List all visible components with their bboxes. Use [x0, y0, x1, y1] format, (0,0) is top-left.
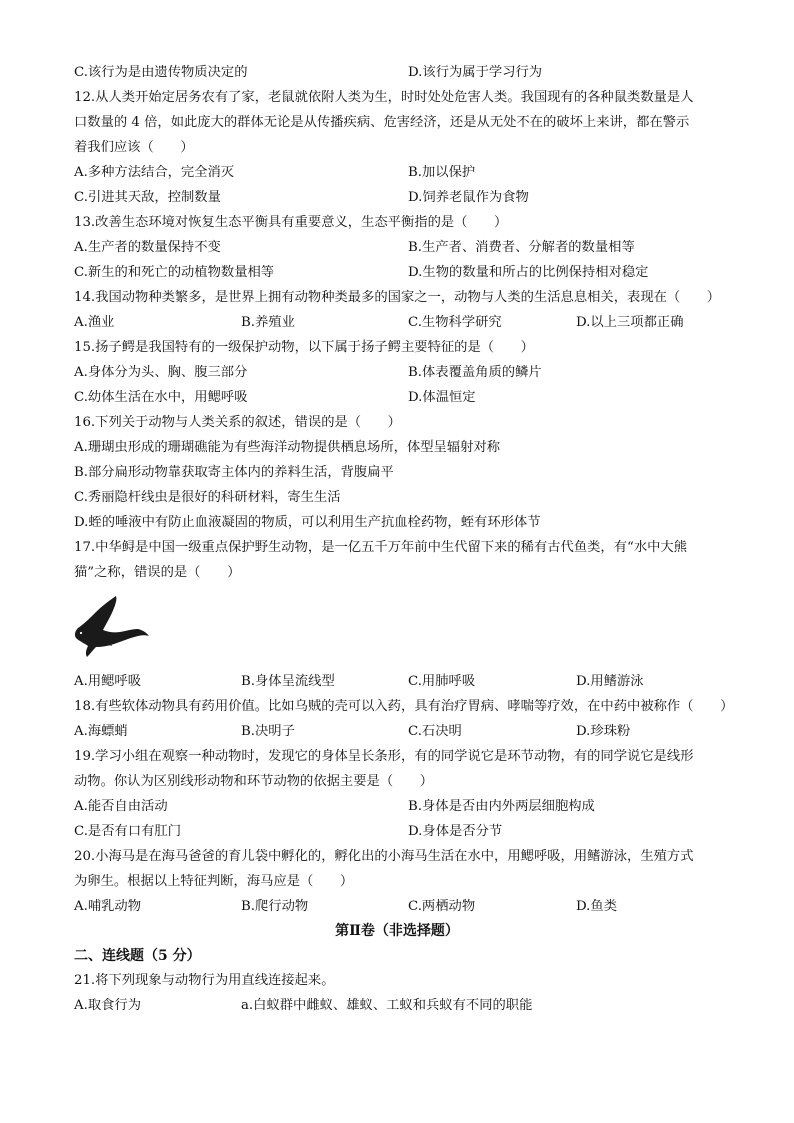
fish-body: [75, 596, 149, 657]
sturgeon-silhouette-icon: [72, 594, 150, 658]
q19-option-b: B.身体是否由内外两层细胞构成: [408, 799, 595, 814]
q21-stem-line1: 21.将下列现象与动物行为用直线连接起来。: [74, 973, 335, 988]
q13-option-c: C.新生的和死亡的动植物数量相等: [74, 265, 275, 280]
q16-stem-line1: 16.下列关于动物与人类关系的叙述，错误的是（ ）: [74, 415, 401, 430]
q16-option-d: D.蛭的唾液中有防止血液凝固的物质，可以利用生产抗血栓药物，蛭有环形体节: [74, 515, 541, 530]
q13-option-d: D.生物的数量和所占的比例保持相对稳定: [408, 265, 649, 280]
fish-eye: [80, 632, 82, 634]
q20-option-c: C.两栖动物: [408, 899, 476, 914]
q19-option-d: D.身体是否分节: [408, 824, 503, 839]
q18-option-b: B.决明子: [241, 724, 295, 739]
q17-stem-line2: 猫”之称，错误的是（ ）: [74, 565, 241, 580]
q15-option-d: D.体温恒定: [408, 390, 476, 405]
q14-option-c: C.生物科学研究: [408, 315, 502, 330]
q14-stem-line1: 14.我国动物种类繁多，是世界上拥有动物种类最多的国家之一，动物与人类的生活息息相关，表现在（ ）: [74, 290, 721, 305]
q12-stem-line1: 12.从人类开始定居务农有了家，老鼠就依附人类为生，时时处处危害人类。我国现有的各种鼠类数量是人: [74, 90, 694, 105]
q12-stem-line3: 着我们应该（ ）: [74, 140, 194, 155]
q21-right-item-a: a.白蚁群中雌蚁、雄蚁、工蚁和兵蚁有不同的职能: [241, 998, 533, 1013]
q12-option-b: B.加以保护: [408, 165, 476, 180]
q18-option-d: D.珍珠粉: [576, 724, 631, 739]
q11-option-d: D.该行为属于学习行为: [408, 65, 543, 80]
q18-stem-line1: 18.有些软体动物具有药用价值。比如乌贼的壳可以入药，具有治疗胃病、哮喘等疗效，在中药中被称作（ ）: [74, 699, 734, 714]
q17-stem-line1: 17.中华鲟是中国一级重点保护野生动物，是一亿五千万年前中生代留下来的稀有古代鱼类，有“水中大熊: [74, 540, 688, 555]
part2-title: 第Ⅱ卷（非选择题）: [335, 923, 459, 939]
q14-option-b: B.养殖业: [241, 315, 295, 330]
q13-stem-line1: 13.改善生态环境对恢复生态平衡具有重要意义，生态平衡指的是（ ）: [74, 215, 508, 230]
q15-option-c: C.幼体生活在水中，用鳃呼吸: [74, 390, 248, 405]
q12-option-c: C.引进其天敌，控制数量: [74, 190, 221, 205]
q16-option-a: A.珊瑚虫形成的珊瑚礁能为有些海洋动物提供栖息场所，体型呈辐射对称: [74, 440, 501, 455]
q16-option-c: C.秀丽隐杆线虫是很好的科研材料，寄生生活: [74, 490, 341, 505]
q19-stem-line1: 19.学习小组在观察一种动物时，发现它的身体呈长条形，有的同学说它是环节动物，有的同学说它是线形: [74, 749, 694, 764]
q13-option-a: A.生产者的数量保持不变: [74, 240, 221, 255]
q15-stem-line1: 15.扬子鳄是我国特有的一级保护动物，以下属于扬子鳄主要特征的是（ ）: [74, 340, 534, 355]
q17-option-b: B.身体呈流线型: [241, 674, 335, 689]
q11-option-c: C.该行为是由遗传物质决定的: [74, 65, 248, 80]
q12-stem-line2: 口数量的 4 倍，如此庞大的群体无论是从传播疾病、危害经济，还是从无处不在的破坏上来讲，都在警示: [74, 115, 690, 130]
q15-option-a: A.身体分为头、胸、腹三部分: [74, 365, 248, 380]
q20-option-b: B.爬行动物: [241, 899, 309, 914]
q16-option-b: B.部分扁形动物靠获取寄主体内的养料生活，背腹扁平: [74, 465, 394, 480]
q15-option-b: B.体表覆盖角质的鳞片: [408, 365, 542, 380]
q19-option-a: A.能否自由活动: [74, 799, 168, 814]
q21-left-item-a: A.取食行为: [74, 998, 142, 1013]
q20-option-a: A.哺乳动物: [74, 899, 142, 914]
q14-option-a: A.渔业: [74, 315, 115, 330]
q20-stem-line1: 20.小海马是在海马爸爸的育儿袋中孵化的，孵化出的小海马生活在水中，用鳃呼吸，用鳍游泳，生殖方式: [74, 849, 694, 864]
q20-option-d: D.鱼类: [576, 899, 618, 914]
q20-stem-line2: 为卵生。根据以上特征判断，海马应是（ ）: [74, 874, 354, 889]
q19-option-c: C.是否有口有肛门: [74, 824, 182, 839]
q18-option-c: C.石决明: [408, 724, 462, 739]
q12-option-a: A.多种方法结合，完全消灭: [74, 165, 235, 180]
q19-stem-line2: 动物。你认为区别线形动物和环节动物的依据主要是（ ）: [74, 774, 434, 789]
section-matching-heading: 二、连线题（5 分）: [74, 948, 201, 964]
q13-option-b: B.生产者、消费者、分解者的数量相等: [408, 240, 635, 255]
q18-option-a: A.海螵蛸: [74, 724, 128, 739]
q17-option-d: D.用鳍游泳: [576, 674, 644, 689]
q12-option-d: D.饲养老鼠作为食物: [408, 190, 529, 205]
q17-option-a: A.用鳃呼吸: [74, 674, 142, 689]
q17-option-c: C.用肺呼吸: [408, 674, 476, 689]
q14-option-d: D.以上三项都正确: [576, 315, 684, 330]
